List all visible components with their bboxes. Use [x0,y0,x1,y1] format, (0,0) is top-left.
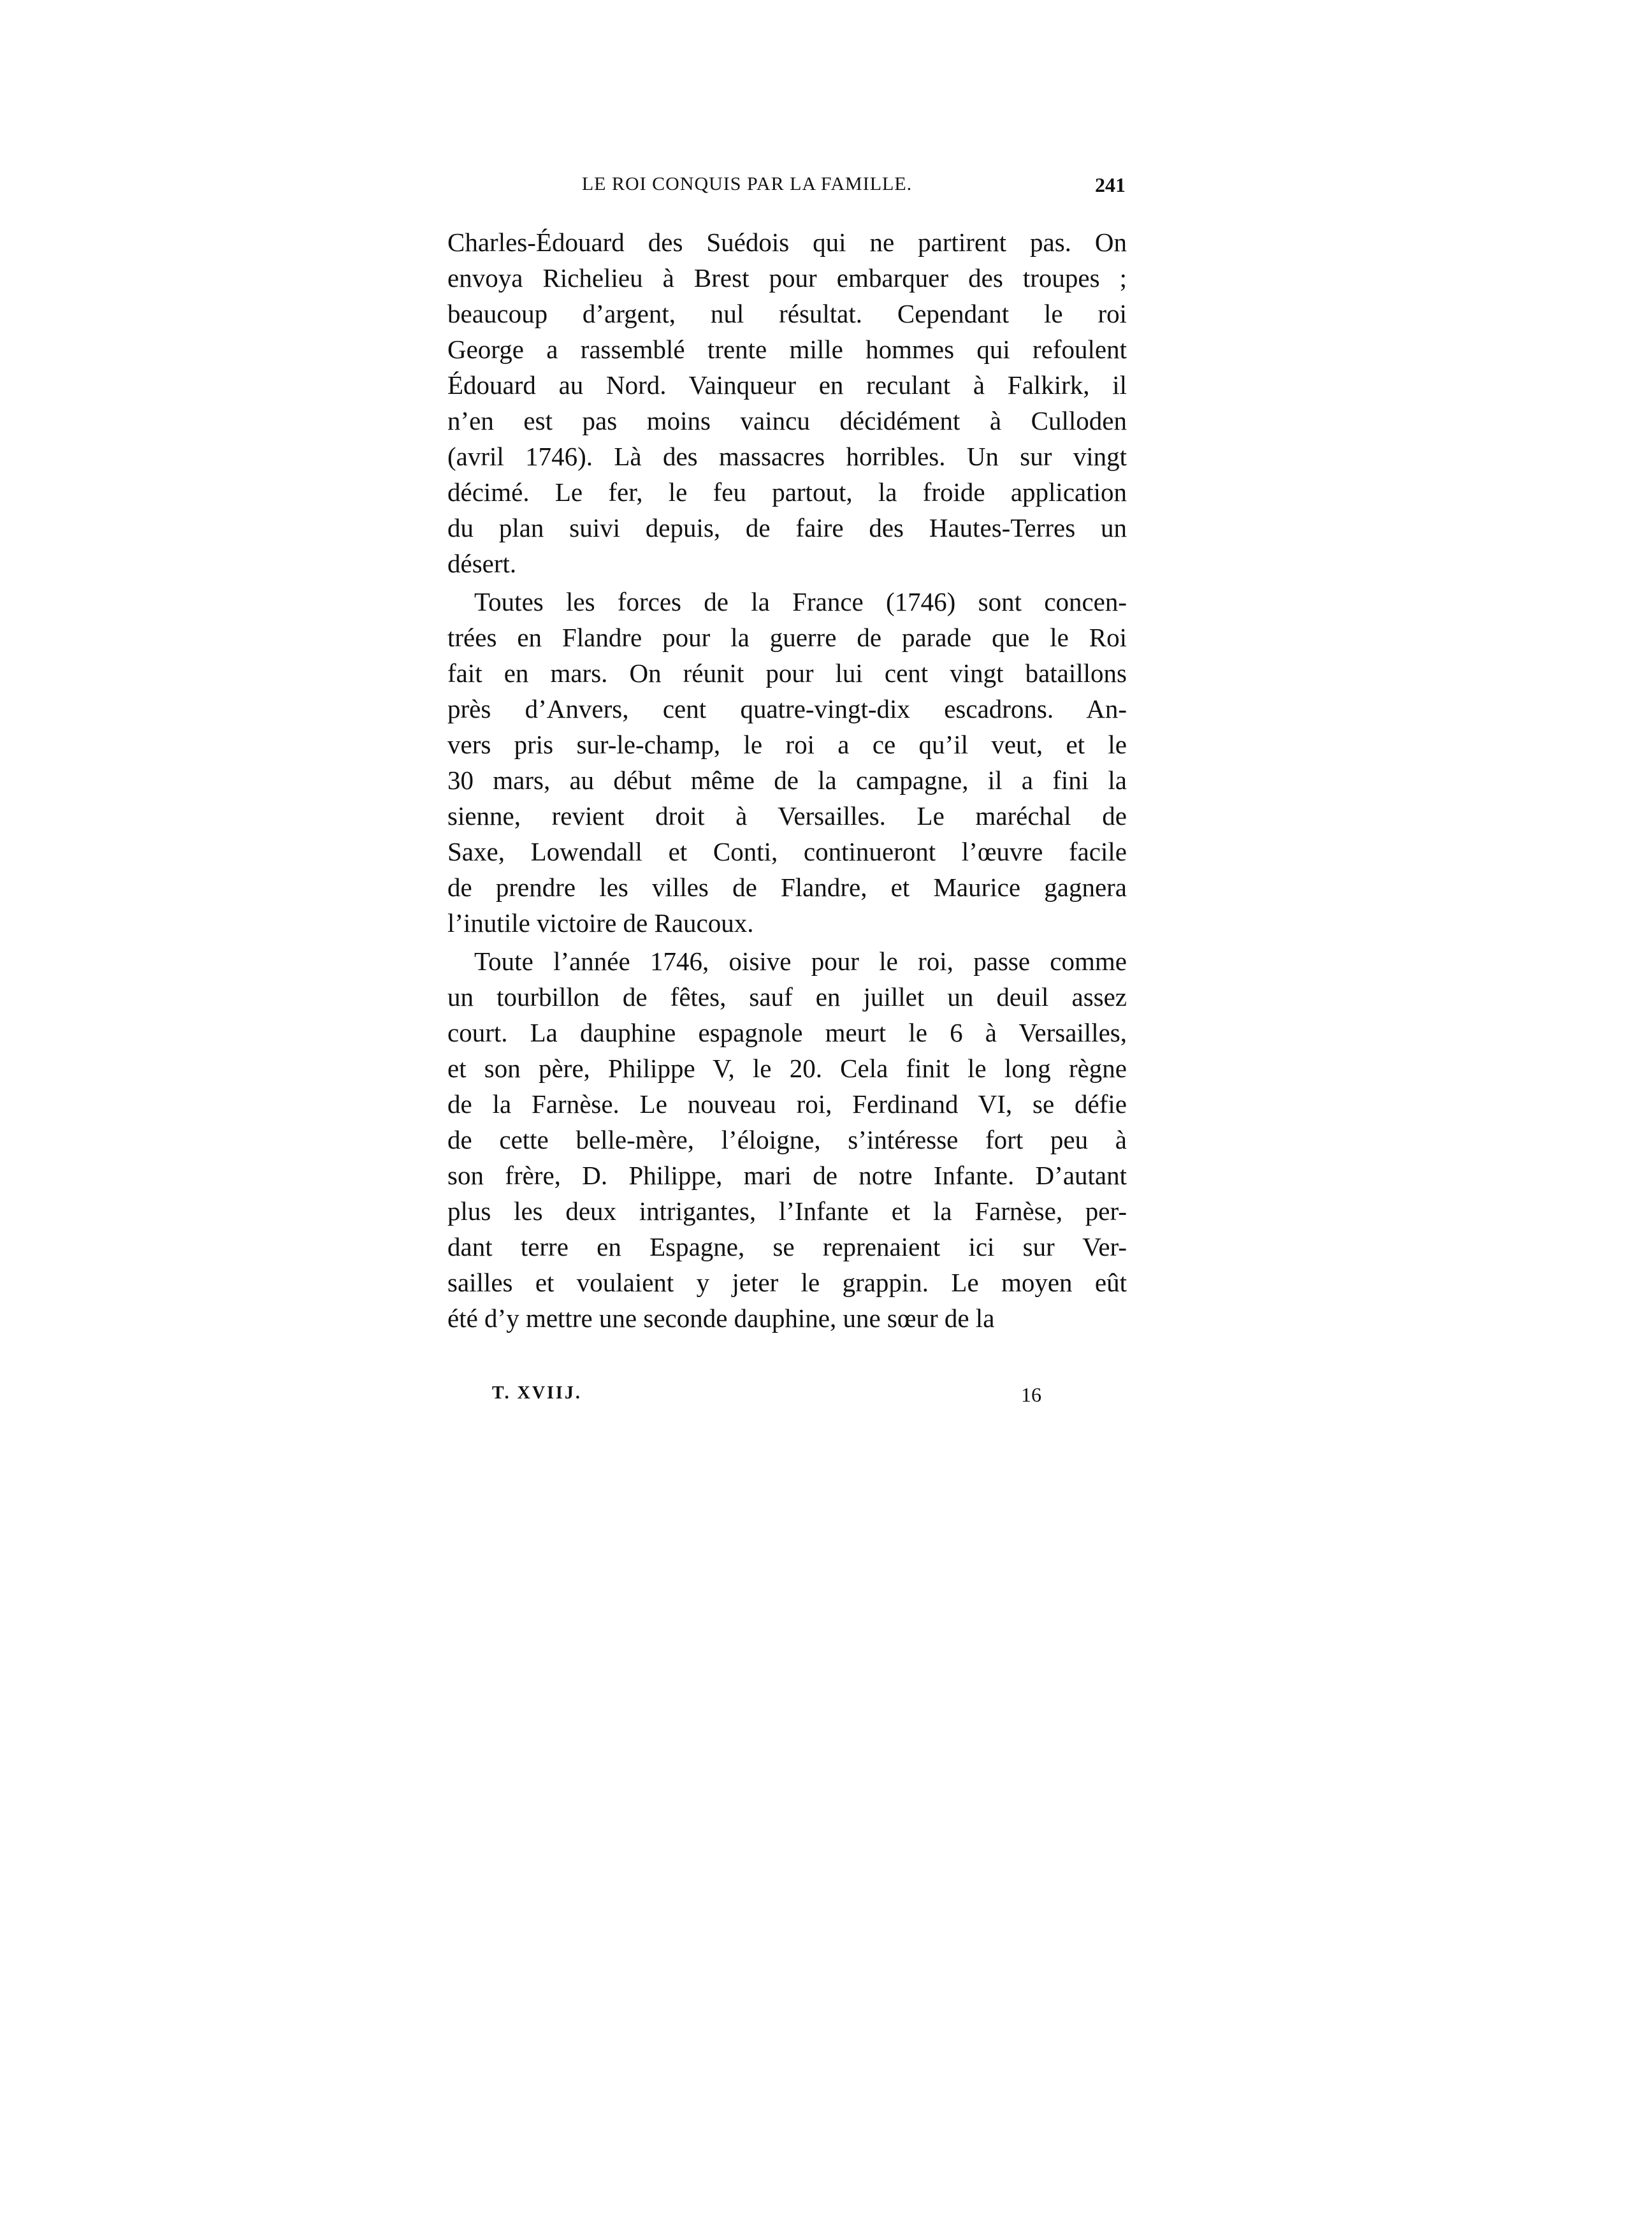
text-line: Édouard au Nord. Vainqueur en reculant à Falkirk, il [447,370,1127,400]
text-line: Toute l’année 1746, oisive pour le roi, passe comme [474,947,1127,976]
text-line: de cette belle-mère, l’éloigne, s’intéresse fort peu à [447,1125,1127,1154]
text-line: trées en Flandre pour la guerre de parade que le Roi [447,623,1127,652]
text-line: court. La dauphine espagnole meurt le 6 à Versailles, [447,1018,1127,1047]
text-line: Saxe, Lowendall et Conti, continueront l’œuvre facile [447,837,1127,866]
text-line: sailles et voulaient y jeter le grappin. Le moyen eût [447,1268,1127,1297]
text-line: décimé. Le fer, le feu partout, la froide application [447,477,1127,507]
sheet-number: 16 [1021,1383,1041,1406]
text-line: fait en mars. On réunit pour lui cent vingt bataillons [447,658,1127,688]
text-line: George a rassemblé trente mille hommes qui refoulent [447,335,1127,364]
text-line: et son père, Philippe V, le 20. Cela finit le long règne [447,1054,1127,1083]
text-line: 30 mars, au début même de la campagne, il a fini la [447,766,1127,795]
text-line: Charles-Édouard des Suédois qui ne partirent pas. On [447,228,1127,257]
text-line: sienne, revient droit à Versailles. Le maréchal de [447,801,1127,831]
page-footer [447,1383,1127,1415]
running-head-title: LE ROI CONQUIS PAR LA FAMILLE. [581,173,913,194]
text-line: de prendre les villes de Flandre, et Maurice gagnera [447,873,1127,902]
text-line: son frère, D. Philippe, mari de notre Infante. D’autant [447,1161,1127,1190]
text-line: vers pris sur-le-champ, le roi a ce qu’il veut, et le [447,730,1127,759]
text-line: du plan suivi depuis, de faire des Hautes-Terres un [447,513,1127,542]
text-line: près d’Anvers, cent quatre-vingt-dix escadrons. An- [447,694,1127,723]
text-line: dant terre en Espagne, se reprenaient ici sur Ver- [447,1232,1127,1261]
text-line: l’inutile victoire de Raucoux. [447,908,754,938]
text-line: désert. [447,549,517,578]
paragraph [447,584,1127,941]
text-line: de la Farnèse. Le nouveau roi, Ferdinand VI, se défie [447,1089,1127,1119]
body-text [447,224,1127,1339]
text-line: été d’y mettre une seconde dauphine, une sœur de la [447,1303,995,1333]
text-line: Toutes les forces de la France (1746) sont concen- [474,587,1127,616]
running-head [447,171,1127,203]
paragraph [447,943,1127,1336]
paragraph [447,224,1127,581]
text-line: un tourbillon de fêtes, sauf en juillet un deuil assez [447,982,1127,1012]
text-line: plus les deux intrigantes, l’Infante et la Farnèse, per- [447,1196,1127,1226]
text-line: (avril 1746). Là des massacres horribles. Un sur vingt [447,442,1127,471]
text-line: envoya Richelieu à Brest pour embarquer des troupes ; [447,263,1127,293]
signature-mark: T. XVIIJ. [492,1383,582,1403]
text-line: n’en est pas moins vaincu décidément à Culloden [447,406,1127,435]
text-line: beaucoup d’argent, nul résultat. Cependant le roi [447,299,1127,328]
page-number: 241 [1095,173,1126,196]
